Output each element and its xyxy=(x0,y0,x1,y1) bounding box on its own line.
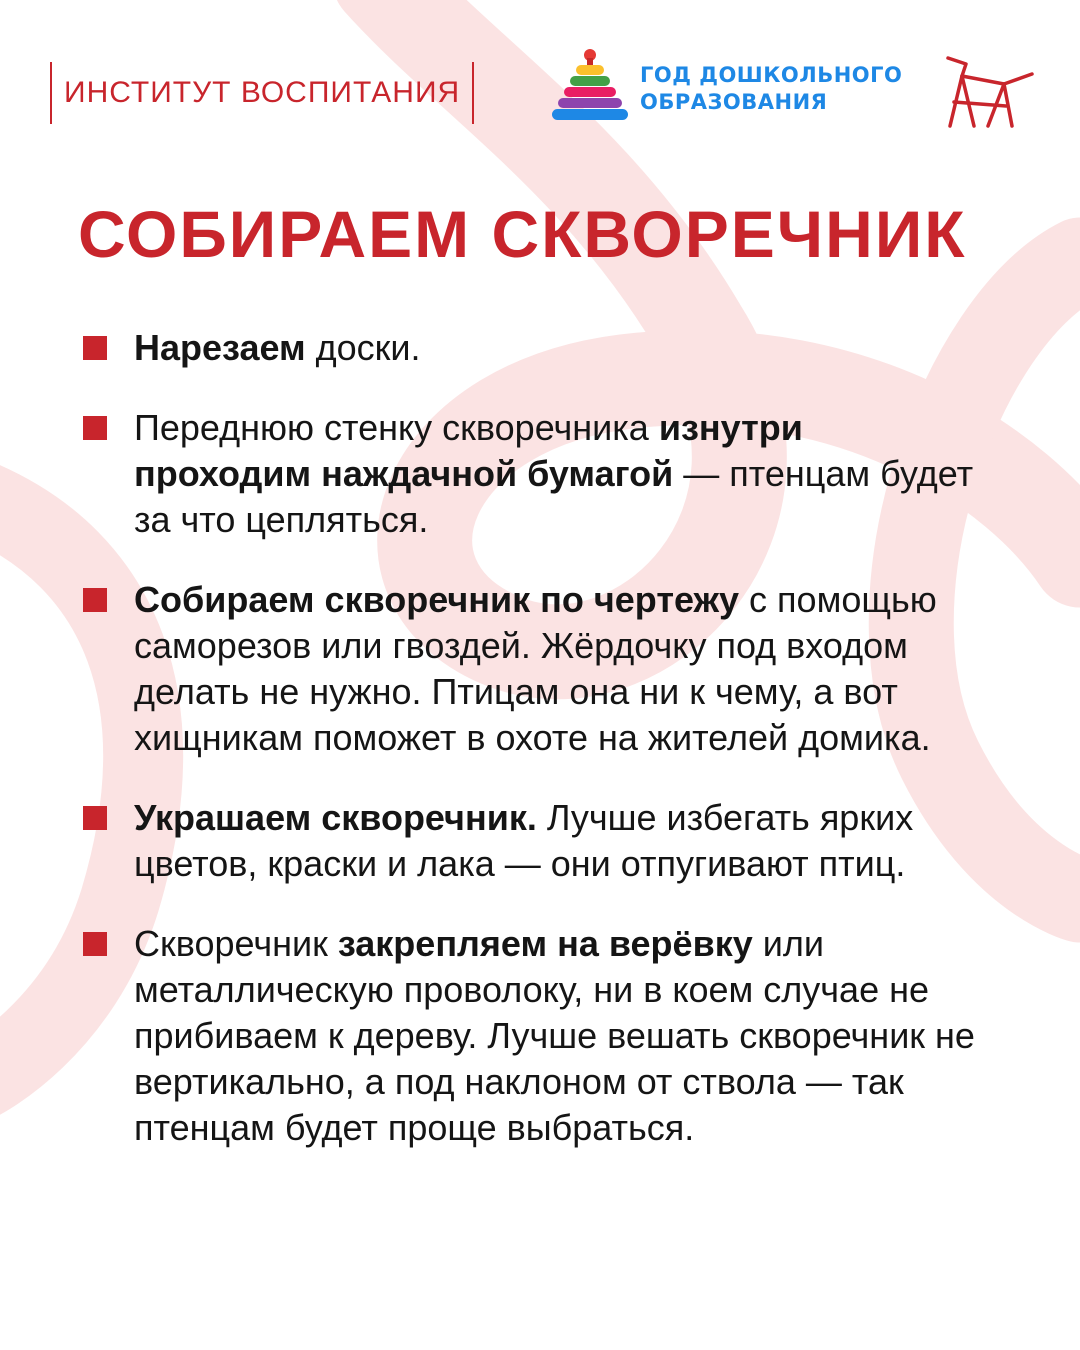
square-bullet-icon xyxy=(83,588,107,612)
year-logo-line-2: ОБРАЗОВАНИЯ xyxy=(640,90,828,114)
list-item xyxy=(80,405,980,543)
list-item-text xyxy=(134,405,980,543)
bold-text: изнутри проходим наждачной бумагой xyxy=(134,407,803,494)
institute-name: ИНСТИТУТ ВОСПИТАНИЯ xyxy=(64,76,461,109)
header xyxy=(0,0,1080,190)
square-bullet-icon xyxy=(83,806,107,830)
list-item-text xyxy=(134,577,980,761)
list-item xyxy=(80,577,980,761)
list-item xyxy=(80,325,980,371)
list-item-text xyxy=(134,795,980,887)
institute-logo xyxy=(50,62,474,124)
square-bullet-icon xyxy=(83,932,107,956)
horse-logo-icon xyxy=(940,50,1040,132)
plain-text: с помощью саморезов или гвоздей. Жёрдочку под входом делать не нужно. Птицам она ни к чему, а вот хищникам поможет в охоте на жителей домика. xyxy=(134,579,937,758)
instruction-list xyxy=(80,325,980,1185)
bold-text: закрепляем на верёвку xyxy=(337,923,753,964)
year-logo-line-1: ГОД ДОШКОЛЬНОГО xyxy=(640,63,903,87)
page-title: СОБИРАЕМ СКВОРЕЧНИК xyxy=(78,197,967,271)
plain-text: — птенцам будет за что цепляться. xyxy=(134,453,974,540)
list-item-text xyxy=(134,325,980,371)
plain-text: Лучше избегать ярких цветов, краски и лака — они отпугивают птиц. xyxy=(134,797,914,884)
plain-text: Переднюю стенку скворечника xyxy=(134,407,659,448)
square-bullet-icon xyxy=(83,416,107,440)
bold-text: Собираем скворечник по чертежу xyxy=(134,579,740,620)
plain-text: Скворечник xyxy=(134,923,338,964)
plain-text: доски. xyxy=(305,327,421,368)
list-item-text xyxy=(134,921,980,1151)
bold-text: Нарезаем xyxy=(134,327,306,368)
list-item xyxy=(80,921,980,1151)
bold-text: Украшаем скворечник. xyxy=(134,797,537,838)
plain-text: или металлическую проволоку, ни в коем случае не прибиваем к дереву. Лучше вешать скворечник не вертикально, а под наклоном от ствола — так птенцам будет проще выбраться. xyxy=(134,923,975,1148)
square-bullet-icon xyxy=(83,336,107,360)
preschool-year-logo-text xyxy=(640,62,902,116)
list-item xyxy=(80,795,980,887)
pyramid-toy-icon xyxy=(550,46,630,126)
